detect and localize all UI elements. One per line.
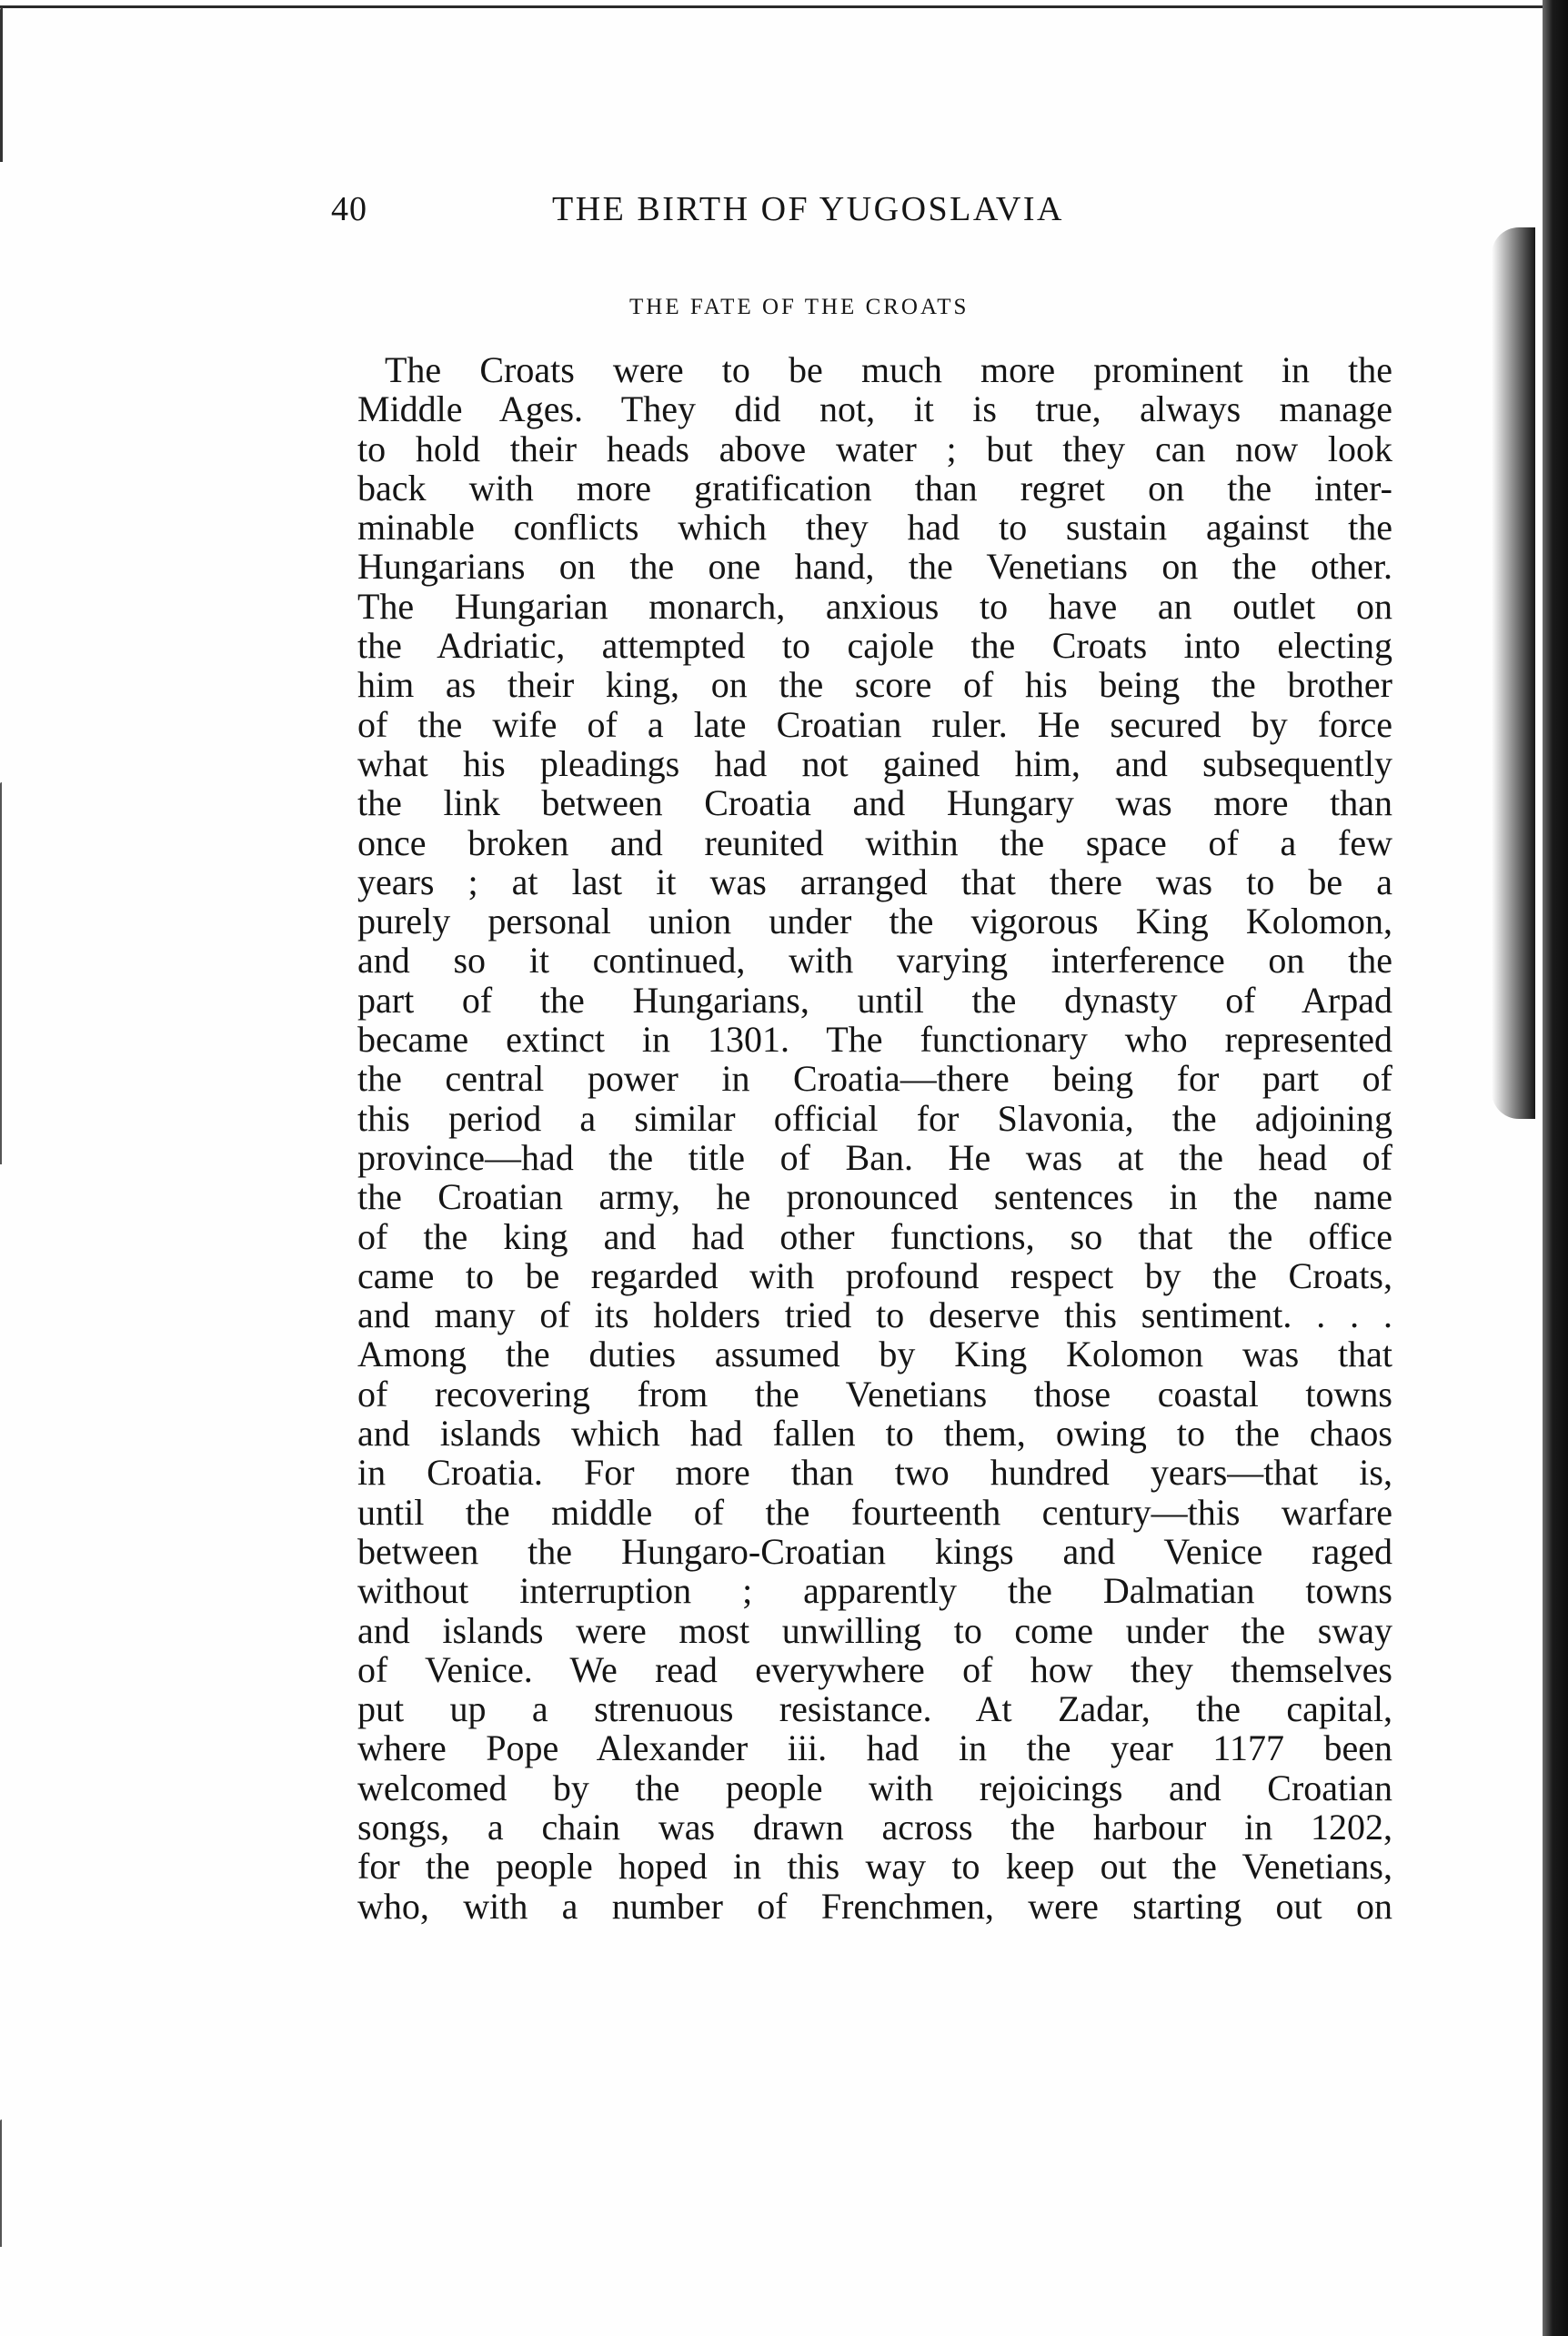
text-line: and many of its holders tried to deserve this sentiment. . . . bbox=[357, 1294, 1392, 1336]
text-line: of recovering from the Venetians those coastal towns bbox=[357, 1373, 1392, 1415]
text-line: the Adriatic, attempted to cajole the Croats into electing bbox=[357, 625, 1392, 667]
text-line: songs, a chain was drawn across the harbour in 1202, bbox=[357, 1806, 1392, 1848]
text-line: once broken and reunited within the space of a few bbox=[357, 821, 1392, 863]
text-line: this period a similar official for Slavonia, the adjoining bbox=[357, 1097, 1392, 1139]
text-line: province—had the title of Ban. He was at the head of bbox=[357, 1136, 1392, 1178]
text-line: until the middle of the fourteenth century—this warfare bbox=[357, 1491, 1392, 1533]
text-line: and so it continued, with varying interference on the bbox=[357, 940, 1392, 982]
page-number: 40 bbox=[331, 190, 367, 228]
running-title: THE BIRTH OF YUGOSLAVIA bbox=[552, 190, 1064, 228]
body-paragraph bbox=[357, 350, 1392, 1926]
scan-left-edge bbox=[0, 7, 3, 162]
text-line: years ; at last it was arranged that there was to be a bbox=[357, 861, 1392, 902]
text-line: put up a strenuous resistance. At Zadar, the capital, bbox=[357, 1688, 1392, 1730]
text-line: The Hungarian monarch, anxious to have an outlet on bbox=[357, 585, 1392, 627]
text-line: of the king and had other functions, so that the office bbox=[357, 1215, 1392, 1257]
text-line: without interruption ; apparently the Dalmatian towns bbox=[357, 1570, 1392, 1612]
text-line: in Croatia. For more than two hundred years—that is, bbox=[357, 1452, 1392, 1494]
scan-left-edge-middle bbox=[0, 782, 2, 1164]
text-line: became extinct in 1301. The functionary who represented bbox=[357, 1019, 1392, 1061]
binding-shadow bbox=[1492, 227, 1535, 1119]
text-line: what his pleadings had not gained him, and subsequently bbox=[357, 742, 1392, 784]
text-line: purely personal union under the vigorous King Kolomon, bbox=[357, 901, 1392, 942]
text-line: and islands were most unwilling to come under the sway bbox=[357, 1609, 1392, 1651]
text-line: to hold their heads above water ; but they can now look bbox=[357, 428, 1392, 469]
text-line: who, with a number of Frenchmen, were starting out on bbox=[357, 1885, 1392, 1927]
text-line: part of the Hungarians, until the dynasty of Arpad bbox=[357, 979, 1392, 1021]
text-line: for the people hoped in this way to keep out the Venetians, bbox=[357, 1846, 1392, 1888]
scan-top-edge bbox=[0, 5, 1546, 8]
text-line: Middle Ages. They did not, it is true, always manage bbox=[357, 388, 1392, 430]
text-line: where Pope Alexander iii. had in the year 1177 been bbox=[357, 1727, 1392, 1769]
book-binding-edge bbox=[1543, 0, 1568, 2336]
text-line: of Venice. We read everywhere of how they themselves bbox=[357, 1648, 1392, 1690]
text-line: the link between Croatia and Hungary was more than bbox=[357, 782, 1392, 824]
text-line: between the Hungaro-Croatian kings and Venice raged bbox=[357, 1530, 1392, 1572]
section-heading: THE FATE OF THE CROATS bbox=[629, 295, 970, 319]
text-line: came to be regarded with profound respect by the Croats, bbox=[357, 1254, 1392, 1296]
text-line: minable conflicts which they had to sustain against the bbox=[357, 507, 1392, 549]
text-line: the central power in Croatia—there being for part of bbox=[357, 1058, 1392, 1100]
scan-left-edge-bottom bbox=[0, 2120, 2, 2247]
text-line: welcomed by the people with rejoicings and Croatian bbox=[357, 1767, 1392, 1808]
text-line: Among the duties assumed by King Kolomon was that bbox=[357, 1334, 1392, 1375]
text-line: and islands which had fallen to them, owing to the chaos bbox=[357, 1413, 1392, 1455]
text-line: back with more gratification than regret on the inter- bbox=[357, 467, 1392, 508]
text-line: him as their king, on the score of his being the brother bbox=[357, 664, 1392, 706]
text-line: Hungarians on the one hand, the Venetians on the other. bbox=[357, 546, 1392, 588]
text-line: of the wife of a late Croatian ruler. He secured by force bbox=[357, 703, 1392, 745]
text-line: the Croatian army, he pronounced sentences in the name bbox=[357, 1176, 1392, 1218]
text-line: The Croats were to be much more prominent in the bbox=[385, 349, 1392, 390]
running-header bbox=[331, 189, 1231, 244]
